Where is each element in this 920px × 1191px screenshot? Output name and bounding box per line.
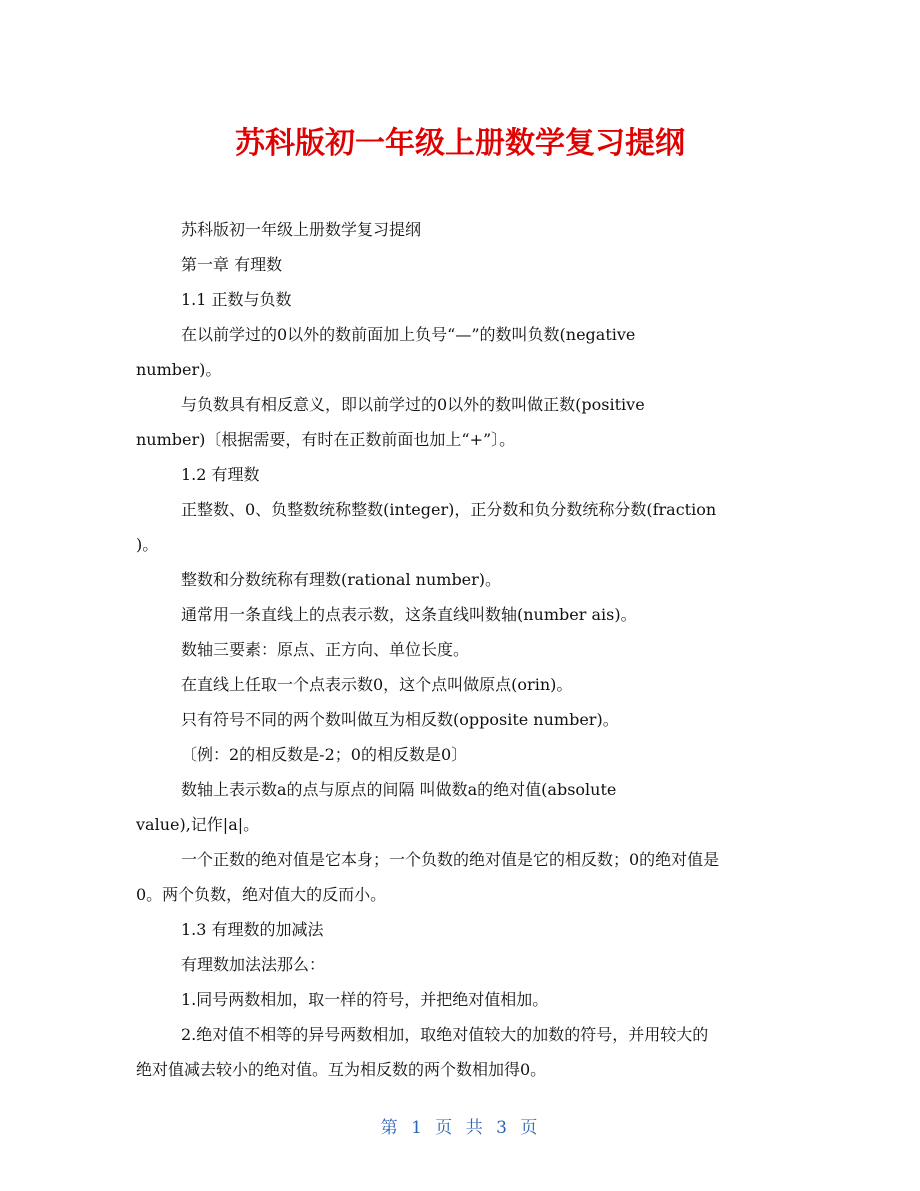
paragraph-line: 1.1 正数与负数 [181,290,292,309]
paragraph-line: 通常用一条直线上的点表示数，这条直线叫数轴(number ais)。 [181,605,637,624]
footer-label-of-page: 页 [435,1118,455,1138]
document-body [136,212,786,1087]
paragraph-line: number)。 [136,360,222,379]
paragraph-line: 第一章 有理数 [181,255,283,274]
paragraph-line: 1.2 有理数 [181,465,260,484]
footer-label-pages: 页 [520,1118,540,1138]
footer-label-page: 第 [380,1118,400,1138]
paragraph-line: 有理数加法法那么： [181,955,326,974]
paragraph-line: 数轴三要素：原点、正方向、单位长度。 [181,640,470,659]
page-footer [0,1113,920,1138]
paragraph-line: 一个正数的绝对值是它本身；一个负数的绝对值是它的相反数；0的绝对值是 [181,850,720,869]
paragraph-line: 苏科版初一年级上册数学复习提纲 [181,220,422,239]
paragraph-line: number)〔根据需要，有时在正数前面也加上“+”〕。 [136,430,516,449]
footer-current-page: 1 [411,1118,424,1138]
paragraph-line: 〔例：2的相反数是-2；0的相反数是0〕 [181,745,468,764]
paragraph-line: 在以前学过的0以外的数前面加上负号“—”的数叫负数(negative [181,325,636,344]
paragraph-line: 整数和分数统称有理数(rational number)。 [181,570,502,589]
paragraph-line: 绝对值减去较小的绝对值。互为相反数的两个数相加得0。 [136,1060,547,1079]
footer-total-pages: 3 [496,1118,509,1138]
paragraph-line: 只有符号不同的两个数叫做互为相反数(opposite number)。 [181,710,619,729]
paragraph-line: 与负数具有相反意义，即以前学过的0以外的数叫做正数(positive [181,395,645,414]
paragraph-line: 2.绝对值不相等的异号两数相加，取绝对值较大的加数的符号，并用较大的 [181,1025,709,1044]
paragraph-line: value),记作|a|。 [136,815,260,834]
document-title: 苏科版初一年级上册数学复习提纲 [235,126,685,161]
paragraph-line: 正整数、0、负整数统称整数(integer)，正分数和负分数统称分数(fraction [181,500,717,519]
paragraph-line: 1.同号两数相加，取一样的符号，并把绝对值相加。 [181,990,549,1009]
paragraph-line: 数轴上表示数a的点与原点的间隔 叫做数a的绝对值(absolute [181,780,617,799]
paragraph-line: )。 [136,535,159,554]
paragraph-line: 0。两个负数，绝对值大的反而小。 [136,885,387,904]
paragraph-line: 1.3 有理数的加减法 [181,920,324,939]
footer-label-total: 共 [465,1118,485,1138]
paragraph-line: 在直线上任取一个点表示数0，这个点叫做原点(orin)。 [181,675,573,694]
